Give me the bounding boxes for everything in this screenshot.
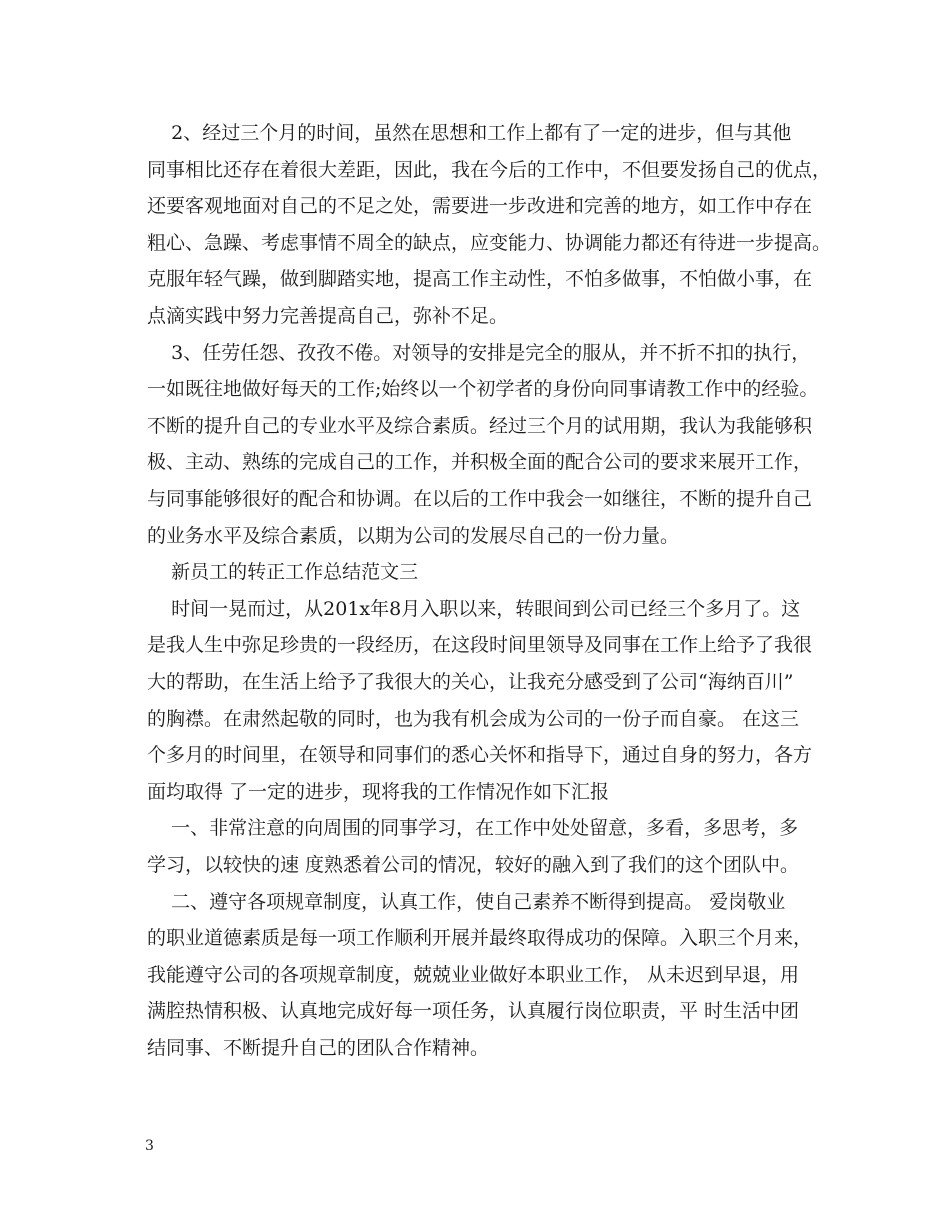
text-line: 点滴实践中努力完善提高自己，弥补不足。	[147, 305, 509, 327]
text-line: 3、任劳任怨、孜孜不倦。对领导的安排是完全的服从，并不折不扣的执行，	[147, 341, 811, 364]
text-line: 学习，以较快的速 度熟悉着公司的情况，较好的融入到了我们的这个团队中。	[147, 854, 800, 876]
text-line: 与同事能够很好的配合和协调。在以后的工作中我会一如继往，不断的提升自己	[147, 488, 813, 510]
text-line: 一如既往地做好每天的工作;始终以一个初学者的身份向同事请教工作中的经验。	[147, 378, 819, 401]
text-line: 面均取得 了一定的进步，现将我的工作情况作如下汇报	[147, 780, 610, 803]
text-line: 个多月的时间里，在领导和同事们的悉心关怀和指导下，通过自身的努力，各方	[147, 744, 813, 767]
text-line: 克服年轻气躁，做到脚踏实地，提高工作主动性，不怕多做事，不怕做小事，在	[147, 268, 813, 291]
text-line: 是我人生中弥足珍贵的一段经历，在这段时间里领导及同事在工作上给予了我很	[147, 634, 813, 657]
text-line: 满腔热情积极、认真地完成好每一项任务，认真履行岗位职责，平 时生活中团	[147, 1000, 800, 1023]
text-line: 一、非常注意的向周围的同事学习，在工作中处处留意，多看，多思考，多	[147, 817, 799, 840]
text-line: 极、主动、熟练的完成自己的工作，并积极全面的配合公司的要求来展开工作，	[147, 451, 813, 474]
text-line: 的胸襟。在肃然起敬的同时，也为我有机会成为公司的一份子而自豪。 在这三	[147, 707, 800, 730]
text-line: 还要客观地面对自己的不足之处，需要进一步改进和完善的地方，如工作中存在	[147, 195, 813, 218]
text-line: 二、遵守各项规章制度，认真工作，使自己素养不断得到提高。 爱岗敬业	[147, 890, 786, 913]
text-line: 我能遵守公司的各项规章制度，兢兢业业做好本职业工作， 从未迟到早退，用	[147, 963, 800, 986]
text-line: 2、经过三个月的时间，虽然在思想和工作上都有了一定的进步，但与其他	[147, 122, 792, 144]
text-line: 大的帮助，在生活上给予了我很大的关心，让我充分感受到了公司“海纳百川”	[147, 671, 794, 693]
text-line: 的职业道德素质是每一项工作顺利开展并最终取得成功的保障。入职三个月来，	[147, 927, 813, 950]
text-line: 新员工的转正工作总结范文三	[147, 561, 419, 584]
text-line: 的业务水平及综合素质，以期为公司的发展尽自己的一份力量。	[147, 524, 680, 547]
text-line: 粗心、急躁、考虑事情不周全的缺点，应变能力、协调能力都还有待进一步提高。	[147, 231, 832, 254]
text-line: 结同事、不断提升自己的团队合作精神。	[147, 1037, 490, 1059]
text-line: 同事相比还存在着很大差距，因此，我在今后的工作中，不但要发扬自己的优点，	[147, 158, 832, 181]
page-number: 3	[145, 1138, 154, 1154]
text-line: 时间一晃而过，从201x年8月入职以来，转眼间到公司已经三个多月了。这	[147, 597, 801, 620]
text-line: 不断的提升自己的专业水平及综合素质。经过三个月的试用期，我认为我能够积	[147, 414, 813, 437]
